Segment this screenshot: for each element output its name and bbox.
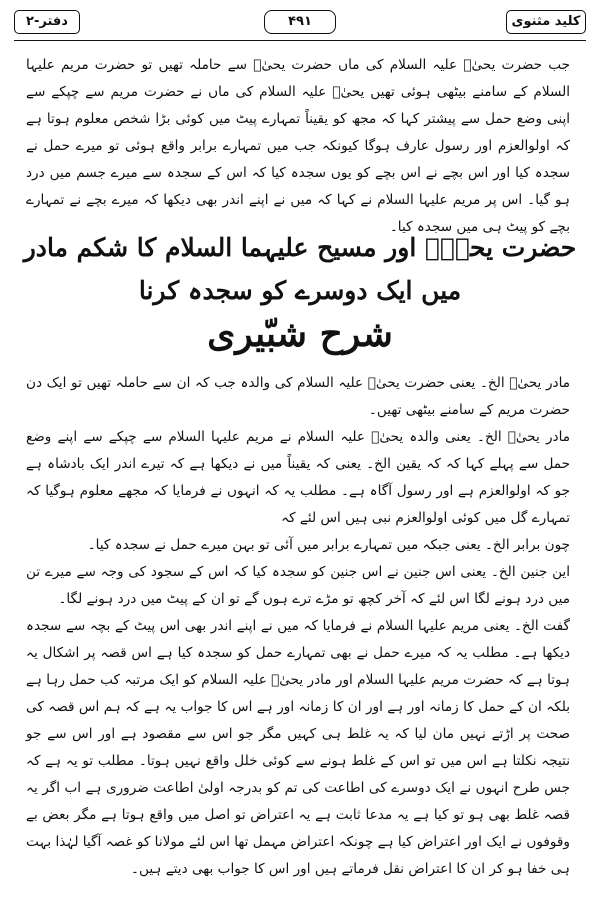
volume-box (14, 10, 80, 34)
section-heading-line-2: میں ایک دوسرے کو سجدہ کرنا (138, 276, 462, 305)
commentary-title: شرح شبّیری (207, 313, 393, 355)
book-title: کلید مثنوی (511, 14, 581, 29)
commentary-paragraph-2: مادر یحیٰؑ الخ۔ یعنی والدہ یحیٰؑ علیہ السلام نے مریم علیہا السلام سے چپکے سے اپنے وضع حمل سے پہلے کہا کہ کہ یقین الخ۔ یعنی کہ یقیناً میں نے دیکھا ہے کہ تیرے اندر ایک بادشاہ ہے جو کہ اولوالعزم ہے اور رسول آگاہ ہے۔ مطلب یہ کہ انہوں نے فرمایا کہ مجھے معلوم ہوگیا کہ تمہارے گل میں کوئی اولوالعزم نبی ہیں اس لئے کہ (26, 429, 570, 526)
book-title-box (506, 10, 586, 34)
page-number-box (264, 10, 336, 34)
commentary-paragraph-5: گفت الخ۔ یعنی مریم علیہا السلام نے فرمایا کہ میں نے اپنے اندر بھی اس پیٹ کے بچہ سے سجدہ دیکھا ہے۔ مطلب یہ کہ میرے حمل نے بھی تمہارے حمل کو سجدہ کیا ہے اس قصہ پر اشکال یہ ہوتا ہے کہ حضرت مریم علیہا السلام اور مادر یحیٰؑ علیہ السلام کو ایک مرتبہ کب حمل رہا ہے بلکہ ان کے حمل کا زمانہ اور ہے اور ان کا زمانہ اور ہے اس کا جواب یہ ہے کہ ہم اس قصہ کی صحت پر اڑتے نہیں مان لیا کہ یہ غلط ہی کہیں مگر جو اس سے مقصود ہے اور اس سے جو نتیجہ نکلتا ہے اس میں تو اس کے غلط ہونے سے کوئی خلل واقع نہیں ہوتا۔ مطلب تو یہ ہے کہ جس طرح انہوں نے ایک دوسرے کی اطاعت کی تم کو بدرجہ اولیٰ اطاعت ضروری ہے اب اگر یہ قصہ غلط بھی ہو تو کیا ہے یہ مدعا ثابت ہے یہ اعتراض تو اصل میں واقع ہوتا ہے مگر بعض بے وقوفوں نے ایک اور اعتراض کیا ہے چونکہ اعتراض مہمل تھا اس لئے مولانا کو غصہ آگیا لہٰذا بہت ہی خفا ہو کر ان کا اعتراض نقل فرماتے ہیں اور اس کا جواب بھی دیتے ہیں۔ (26, 618, 570, 877)
section-heading-line-1: حضرت یحیٰؑ اور مسیح علیہما السلام کا شکم مادر (23, 233, 577, 262)
commentary-paragraph-3: چون برابر الخ۔ یعنی جبکہ میں تمہارے برابر میں آئی تو بہن میرے حمل نے سجدہ کیا۔ (87, 537, 570, 553)
commentary-paragraph-1: مادر یحیٰؑ الخ۔ یعنی حضرت یحیٰؑ علیہ السلام کی والدہ جب کہ ان سے حاملہ تھیں تو ایک دن حضرت مریم کے سامنے بیٹھی تھیں۔ (26, 375, 570, 418)
volume-label: دفتر-۲ (26, 14, 68, 29)
intro-paragraph: جب حضرت یحیٰؑ علیہ السلام کی ماں حضرت یحیٰؑ سے حاملہ تھیں تو حضرت مریم علیہا السلام کے سامنے بیٹھی ہوئی تھیں یحیٰؑ علیہ السلام کی ماں نے حضرت مریم سے چپکے سے اپنی وضع حمل سے پیشتر کہا کہ مجھ کو یقیناً تمہارے پیٹ میں کوئی بڑا شخص معلوم ہوتا ہے کہ اولوالعزم اور رسول عارف ہوگا کیونکہ جب میں تمہارے برابر واقع ہوئی تو میرے حمل نے سجدہ کیا اور اس بچے نے اس بچے کو یوں سجدہ کیا کہ اس کے سجدہ سے میرے جسم میں درد ہو گیا۔ اس پر مریم علیہا السلام نے کہا کہ میں نے اپنے اندر بھی دیکھا کہ میرے بچے نے تمہارے بچے کو پیٹ ہی میں سجدہ کیا۔ (26, 57, 570, 235)
page-header (14, 6, 586, 41)
page-number: ۴۹۱ (288, 14, 312, 29)
commentary-paragraph-4: این جنین الخ۔ یعنی اس جنین نے اس جنین کو سجدہ کیا کہ اس کے سجود کی وجہ سے میرے تن میں درد ہونے لگا اس لئے کہ آخر کچھ تو مڑے ترے ہوں گے تو ان کے پیٹ میں درد ہونے لگا۔ (26, 564, 570, 607)
